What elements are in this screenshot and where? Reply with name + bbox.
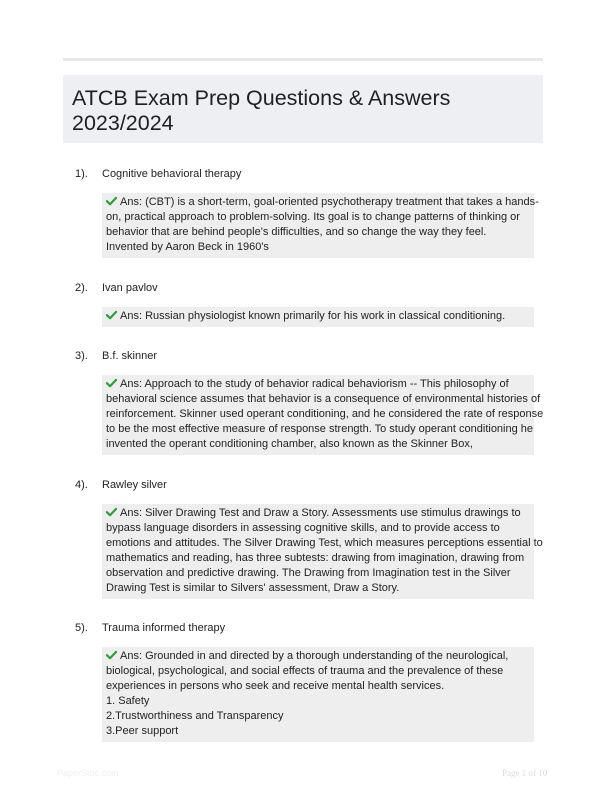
answer-line: reinforcement. Skinner used operant conditioning, and he considered the rate of response [106, 408, 544, 420]
answer-line: bypass language disorders in assessing cognitive skills, and to provide access to [106, 522, 500, 534]
answer-line: 3.Peer support [106, 725, 179, 737]
question-number: 4). [75, 479, 88, 491]
question-text: Rawley silver [102, 479, 167, 491]
check-icon [106, 310, 117, 320]
qa-item-5 [63, 619, 543, 742]
answer-line: Invented by Aaron Beck in 1960's [106, 241, 269, 253]
check-icon [106, 650, 117, 660]
answer-box [102, 193, 539, 258]
answer-line: 1. Safety [106, 695, 150, 707]
qa-item-4 [63, 476, 543, 599]
qa-item-2 [63, 279, 543, 327]
answer-line: behavior that are behind people's difficulties, and so change the way they feel. [106, 226, 487, 238]
answer-line: invented the operant conditioning chamber, also known as the Skinner Box, [106, 438, 473, 450]
top-divider [63, 58, 543, 61]
answer-line: Ans: Silver Drawing Test and Draw a Story. Assessments use stimulus drawings to [120, 507, 521, 519]
qa-item-1 [63, 165, 543, 258]
answer-box [102, 504, 543, 599]
answer-box [102, 375, 544, 455]
answer-line: biological, psychological, and social effects of trauma and the prevalence of these [106, 665, 504, 677]
answer-line: mathematics and reading, has three subtests: drawing from imagination, drawing from [106, 552, 525, 564]
question-number: 1). [75, 168, 88, 180]
answer-line: 2.Trustworthiness and Transparency [106, 710, 284, 722]
answer-line: to be the most effective measure of response strength. To study operant conditioning he [106, 423, 534, 435]
check-icon [106, 507, 117, 517]
answer-box [102, 647, 534, 742]
title-block [63, 75, 543, 143]
qa-item-3 [63, 347, 543, 455]
answer-line: emotions and attitudes. The Silver Drawing Test, which measures perceptions essential to [106, 537, 543, 549]
answer-line: Ans: Approach to the study of behavior radical behaviorism -- This philosophy of [120, 378, 509, 390]
question-text: Ivan pavlov [102, 282, 158, 294]
answer-line: behavioral science assumes that behavior is a consequence of environmental histories of [106, 393, 541, 405]
question-text: B.f. skinner [102, 350, 158, 362]
page-title: ATCB Exam Prep Questions & Answers 2023/2024 [72, 86, 451, 135]
check-icon [106, 378, 117, 388]
answer-line: Ans: (CBT) is a short-term, goal-oriented psychotherapy treatment that takes a hands- [120, 196, 539, 208]
answer-line: Ans: Grounded in and directed by a thorough understanding of the neurological, [120, 650, 509, 662]
answer-box [102, 307, 534, 327]
question-number: 5). [75, 622, 88, 634]
answer-line: on, practical approach to problem-solving. Its goal is to change patterns of thinking or [106, 211, 520, 223]
footer-watermark: PaperStoc.com [57, 768, 119, 778]
question-number: 2). [75, 282, 88, 294]
answer-line: Drawing Test is similar to Silvers' assessment, Draw a Story. [106, 582, 400, 594]
answer-line: experiences in persons who seek and receive mental health services. [106, 680, 445, 692]
question-text: Cognitive behavioral therapy [102, 168, 242, 180]
question-text: Trauma informed therapy [102, 622, 226, 634]
answer-line: Ans: Russian physiologist known primarily for his work in classical conditioning. [120, 310, 506, 322]
answer-line: observation and predictive drawing. The Drawing from Imagination test in the Silver [106, 567, 511, 579]
page-indicator: Page 1 of 10 [502, 768, 548, 778]
question-number: 3). [75, 350, 88, 362]
check-icon [106, 196, 117, 206]
